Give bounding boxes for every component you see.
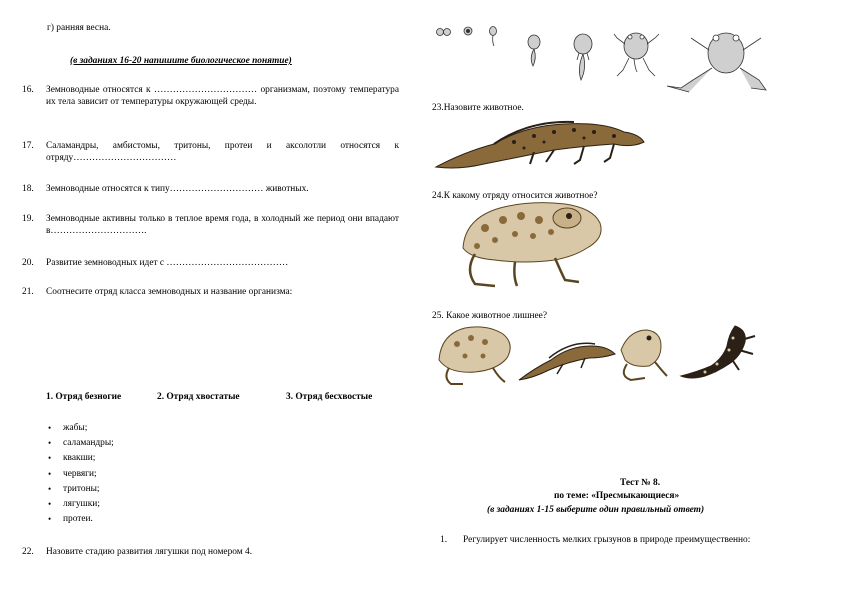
q24-text: 24.К какому отряду относится животное? <box>432 191 598 201</box>
q22-text: Назовите стадию развития лягушки под номером 4. <box>46 547 253 557</box>
toad-image <box>455 198 610 290</box>
organism-item: • тритоны; <box>46 482 114 497</box>
organism-item: • протеи. <box>46 512 114 527</box>
q16-text: Земноводные относятся к …………………………… организмам, поэтому температура их тела зависит от температуры окружающей среды. <box>46 85 399 107</box>
q19-text: Земноводные активны только в теплое время года, в холодный же период они впадают в…………………………. <box>46 214 399 236</box>
order-1: 1. Отряд безногие <box>46 392 122 402</box>
test-q1-number: 1. <box>440 535 448 545</box>
test-topic: по теме: «Пресмыкающиеся» <box>554 491 680 501</box>
animals-lineup-image <box>435 320 765 386</box>
frog-development-image <box>431 18 771 98</box>
q18-number: 18. <box>22 184 34 194</box>
order-2: 2. Отряд хвостатые <box>157 392 240 402</box>
q19-number: 19. <box>22 214 34 224</box>
q17-number: 17. <box>22 141 34 151</box>
organism-list <box>46 421 114 527</box>
q18-text: Земноводные относятся к типу………………………… животных. <box>46 184 309 194</box>
organism-item: • жабы; <box>46 421 114 436</box>
newt-image <box>434 112 674 174</box>
answer-option-g: г) ранняя весна. <box>47 23 111 33</box>
q23-text: 23.Назовите животное. <box>432 103 524 113</box>
right-column <box>421 0 842 595</box>
test-instruction: (в заданиях 1-15 выберите один правильный ответ) <box>487 505 705 515</box>
q22-number: 22. <box>22 547 34 557</box>
organism-item: • квакши; <box>46 451 114 466</box>
q21-text: Соотнесите отряд класса земноводных и название организма: <box>46 287 293 297</box>
q16-number: 16. <box>22 85 34 95</box>
organism-item: • лягушки; <box>46 497 114 512</box>
organism-item: • червяги; <box>46 467 114 482</box>
order-3: 3. Отряд бесхвостые <box>286 392 373 402</box>
instruction-16-20: (в заданиях 16-20 напишите биологическое понятие) <box>70 56 292 66</box>
q21-number: 21. <box>22 287 34 297</box>
test-title: Тест № 8. <box>620 478 661 488</box>
q25-text: 25. Какое животное лишнее? <box>432 311 547 321</box>
test-q1-text: Регулирует численность мелких грызунов в природе преимущественно: <box>463 535 751 545</box>
q17-text: Саламандры, амбистомы, тритоны, протеи и аксолотли относятся к отряду…………………………… <box>46 141 399 163</box>
q20-number: 20. <box>22 258 34 268</box>
organism-item: • саламандры; <box>46 436 114 451</box>
q20-text: Развитие земноводных идет с ………………………………… <box>46 258 289 268</box>
